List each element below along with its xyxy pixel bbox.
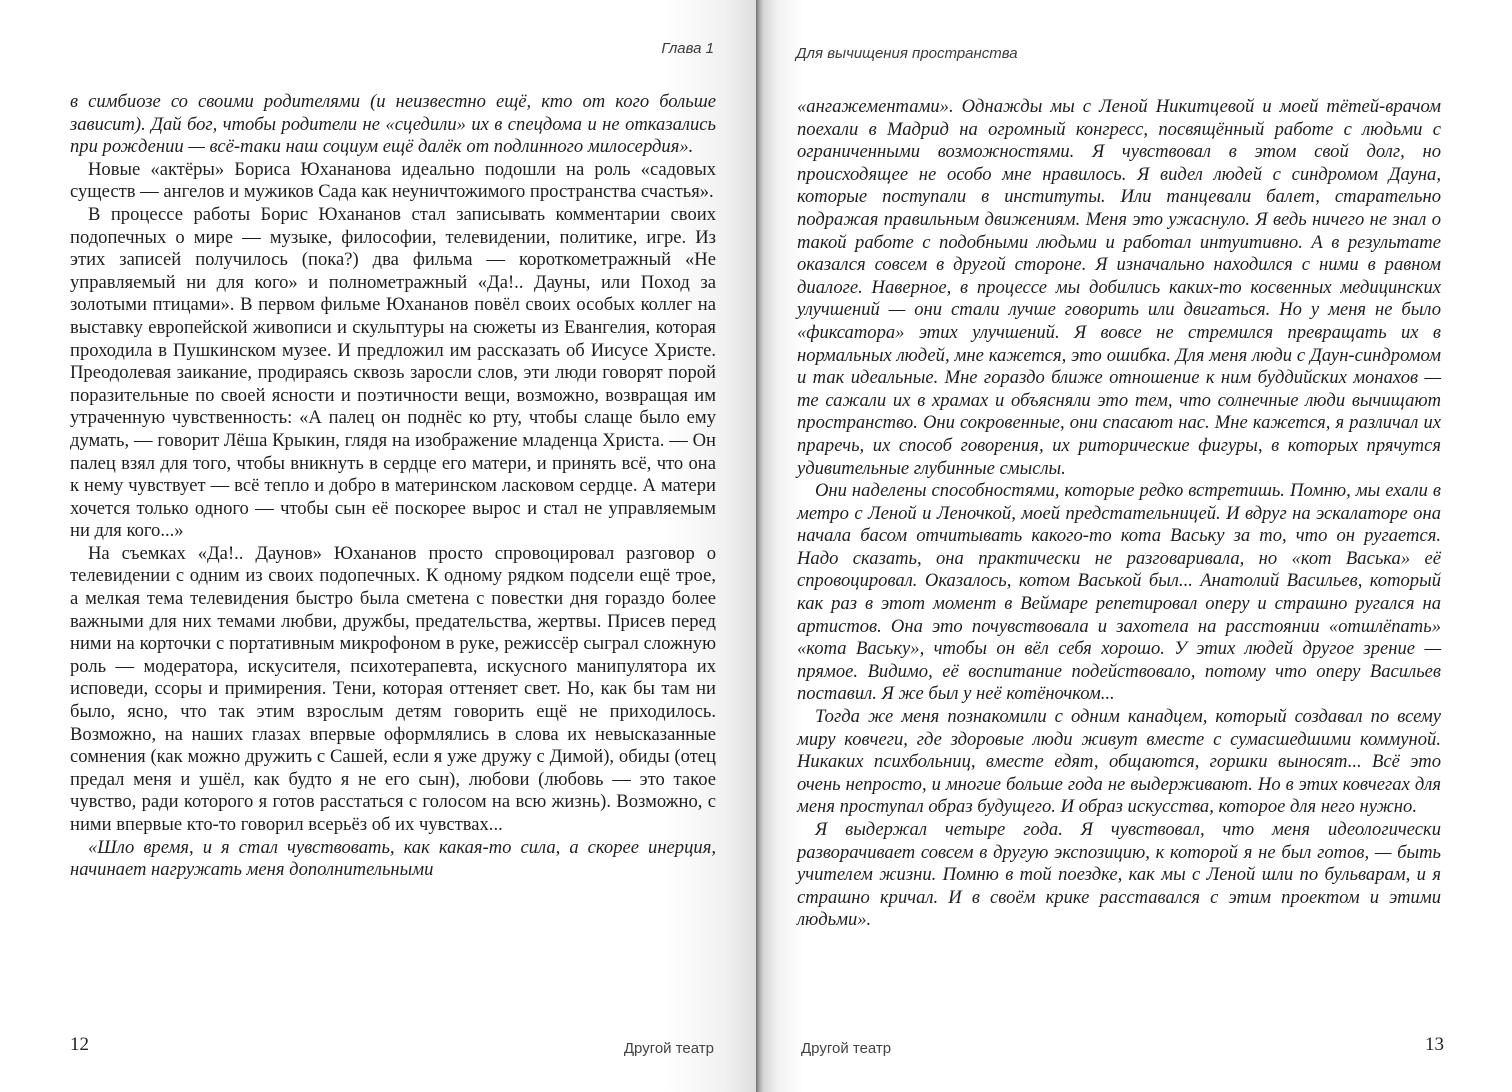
book-title-right: Другой театр [801,1040,892,1057]
paragraph: В процессе работы Борис Юхананов стал записывать комментарии своих подопечных о мире — музыке, философии, телевидении, политике, игре. Из этих записей получилось (пока?) два фильма — короткометражный «Не управляемый ни для кого» и полнометражный «Да!.. Дауны, или Поход за золотыми птицами». В первом фильме Юхананов повёл своих особых коллег на выставку европейской живописи и скульптуры на сюжеты из Евангелия, которая проходила в Пушкинском музее. И предложил им рассказать об Иисусе Христе. Преодолевая заикание, продираясь сквозь заросли слов, эти люди говорят порой поразительные по своей ясности и поэтичности вещи, возможно, возвращая им утраченную чувственность: «А палец он поднёс ко рту, чтобы слаще было ему думать, — говорит Лёша Крыкин, глядя на изображение младенца Христа. — Он палец взял для того, чтобы вникнуть в сердце его матери, и принять всё, что она к нему чувствует — всё тепло и добро в материнском ласковом сердце. А матери хочется только одного — чтобы сын её поскорее вырос и стал не управляемым ни для кого...» [70,203,716,542]
paragraph: Тогда же меня познакомили с одним канадцем, который создавал по всему миру ковчеги, где здоровые люди живут вместе с сумасшедшими коммуной. Никаких психбольниц, вместе едят, общаются, горшки выносят... Всё это очень непросто, и многие больше года не выдерживают. Но в этих ковчегах для меня проступал образ будущего. И образ искусства, которое для него нужно. [797,706,1441,818]
right-page [756,0,1512,1092]
paragraph: «ангажементами». Однажды мы с Леной Никитцевой и моей тётей-врачом поехали в Мадрид на огромный конгресс, посвящённый работе с людьми с ограниченными возможностями. Я чувствовал в этом свой долг, но происходящее не особо мне нравилось. Я видел людей с синдромом Дауна, которые поступали в институты. Или танцевали балет, старательно подражая правильным движениям. Меня это ужаснуло. Я ведь ничего не знал о такой работе с подобными людьми и работал интуитивно. А в результате оказался совсем в другой стороне. Я изначально находился с ними в равном диалоге. Наверное, в процессе мы добились каких-то косвенных медицинских улучшений — они стали лучше говорить или двигаться. Но у меня не было «фиксатора» этих улучшений. Я вовсе не стремился превращать их в нормальных людей, мне кажется, это ошибка. Для меня люди с Даун-синдромом и так идеальные. Мне гораздо ближе отношение к ним буддийских монахов — те сажали их в храмах и объясняли это тем, что солнечные люди вычищают пространство. Они сокровенные, они спасают нас. Мне кажется, я различал их праречь, их способ говорения, их риторические фигуры, в которых прячутся удивительные глубинные смыслы. [797,96,1441,479]
paragraph: Новые «актёры» Бориса Юхананова идеально подошли на роль «садовых существ — ангелов и мужиков Сада как неуничтожимого пространства счастья». [70,158,716,203]
left-page-text [70,91,716,882]
page-number-right: 13 [1425,1034,1444,1055]
running-head-left: Глава 1 [661,40,714,57]
book-title-left: Другой театр [623,1040,714,1057]
paragraph: в симбиозе со своими родителями (и неизвестно ещё, кто от кого больше зависит). Дай бог, чтобы родители не «сцедили» их в спецдома и не отказались при рождении — всё-таки наш социум ещё далёк от подлинного милосердия». [70,91,716,158]
paragraph: «Шло время, и я стал чувствовать, как какая-то сила, а скорее инерция, начинает нагружать меня дополнительными [70,836,716,881]
paragraph: На съемках «Да!.. Даунов» Юхананов просто спровоцировал разговор о телевидении с одним из своих подопечных. К одному рядком подсели ещё трое, а мелкая тема телевидения быстро была сметена с повестки дня гораздо более важными для них темами любви, дружбы, предательства, жертвы. Присев перед ними на корточки с портативным микрофоном в руке, режиссёр сыграл сложную роль — модератора, искусителя, психотерапевта, искусного манипулятора их исповеди, ссоры и примирения. Тени, которая оттеняет свет. Но, как бы там ни было, ясно, что так этим взрослым детям говорить ещё не приходилось. Возможно, на наших глазах впервые оформлялись в слова их невысказанные сомнения (как можно дружить с Сашей, если я уже дружу с Димой), обиды (отец предал меня и ушёл, как будто я не его сын), любови (любовь — это такое чувство, ради которого я готов расстаться с голосом на всю жизнь). Возможно, с ними впервые кто-то говорил всерьёз об их чувствах... [70,542,716,835]
paragraph: Я выдержал четыре года. Я чувствовал, что меня идеологически разворачивает совсем в другую экспозицию, к которой я не был готов, — быть учителем жизни. Помню в той поездке, как мы с Леной шли по бульварам, и я страшно кричал. И в своём крике расставался с этим проектом и этими людьми». [797,819,1441,931]
running-head-right: Для вычищения пространства [796,45,1018,62]
right-page-text [797,96,1441,932]
paragraph: Они наделены способностями, которые редко встретишь. Помню, мы ехали в метро с Леной и Леночкой, моей предстательницей. И вдруг на эскалаторе она начала басом отчитывать какого-то кота Ваську за то, что он ругается. Надо сказать, она практически не разговаривала, но «кот Васька» её спровоцировал. Оказалось, котом Васькой был... Анатолий Васильев, который как раз в этот момент в Веймаре репетировал оперу и страшно ругался на артистов. Она это почувствовала и захотела на расстоянии «отшлёпать» «кота Ваську», чтобы он вёл себя хорошо. У этих людей другое зрение — прямое. Видимо, её воспитание подействовало, потому что оперу Васильев поставил. Я же был у неё котёночком... [797,480,1441,705]
page-number-left: 12 [70,1034,89,1055]
